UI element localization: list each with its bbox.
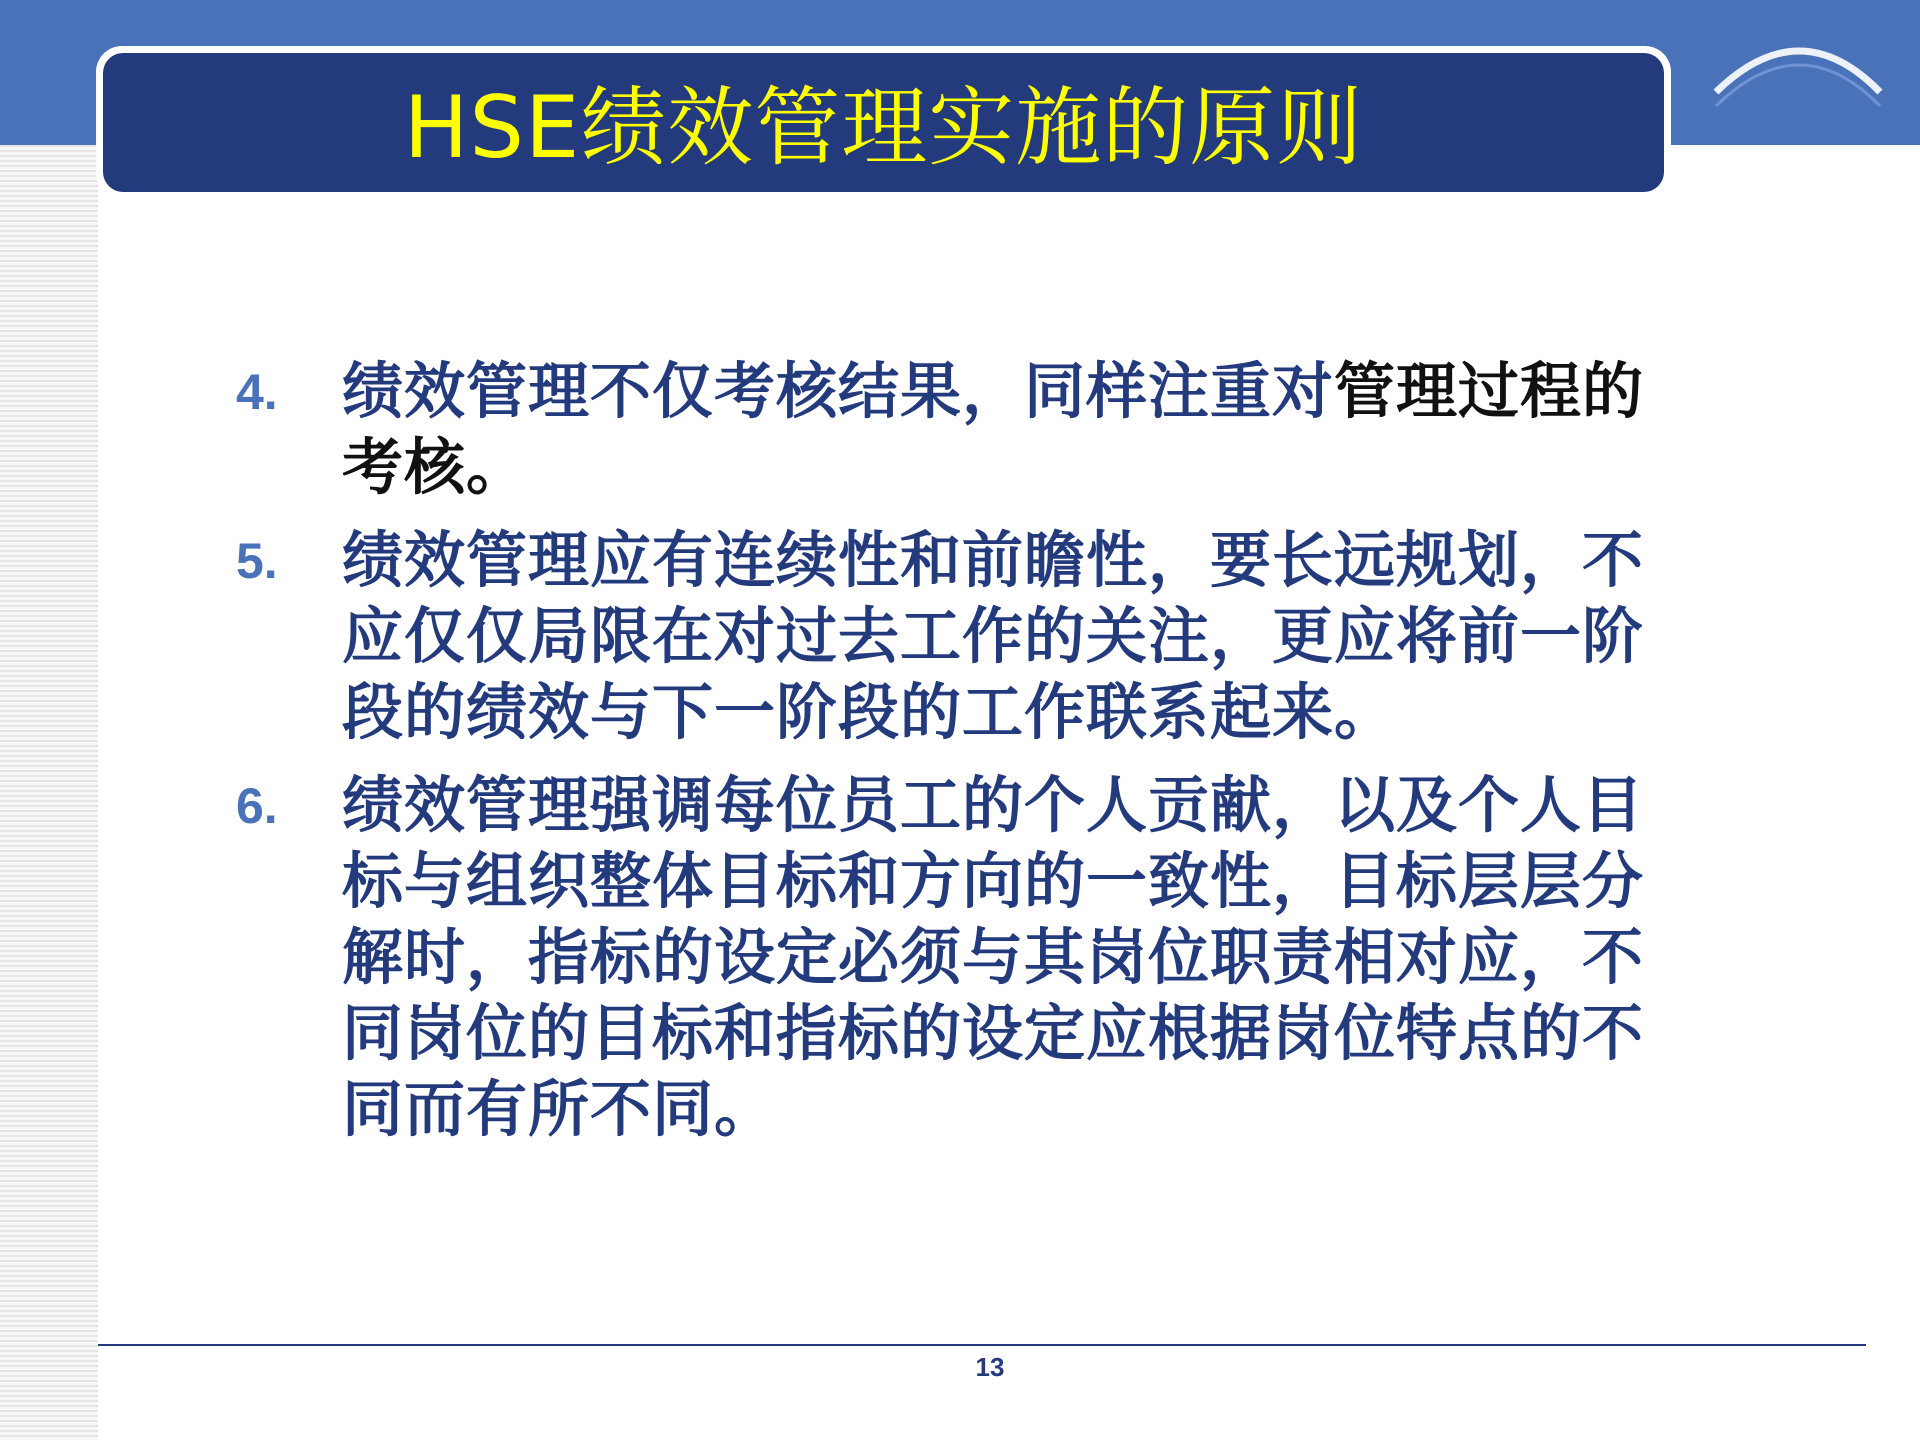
list-item-5: [236, 523, 1696, 751]
footer-divider: [98, 1344, 1866, 1346]
list-item-4: [236, 354, 1696, 506]
item-text: 绩效管理强调每位员工的个人贡献，以及个人目标与组织整体目标和方向的一致性，目标层层分解时，指标的设定必须与其岗位职责相对应，不同岗位的目标和指标的设定应根据岗位特点的不同而有所不同。: [342, 770, 1645, 1145]
title-bar: [103, 53, 1664, 192]
item-text-emphasis: 管理过程的考核。: [342, 356, 1645, 503]
item-text: [342, 354, 1696, 506]
item-text-part: 绩效管理不仅考核结果，同样注重对: [342, 356, 1335, 427]
numbered-list: [236, 354, 1696, 1165]
left-stripe-decoration: [0, 145, 98, 1440]
item-number: 4.: [236, 364, 278, 420]
page-number: 13: [975, 1352, 1005, 1382]
item-number: 6.: [236, 778, 278, 834]
slide-title: HSE绩效管理实施的原则: [403, 77, 1364, 178]
corner-arc-decoration: [1710, 20, 1890, 130]
list-item-6: [236, 768, 1696, 1148]
item-text: 绩效管理应有连续性和前瞻性，要长远规划，不应仅仅局限在对过去工作的关注，更应将前一阶段的绩效与下一阶段的工作联系起来。: [342, 525, 1645, 748]
item-number: 5.: [236, 533, 278, 589]
